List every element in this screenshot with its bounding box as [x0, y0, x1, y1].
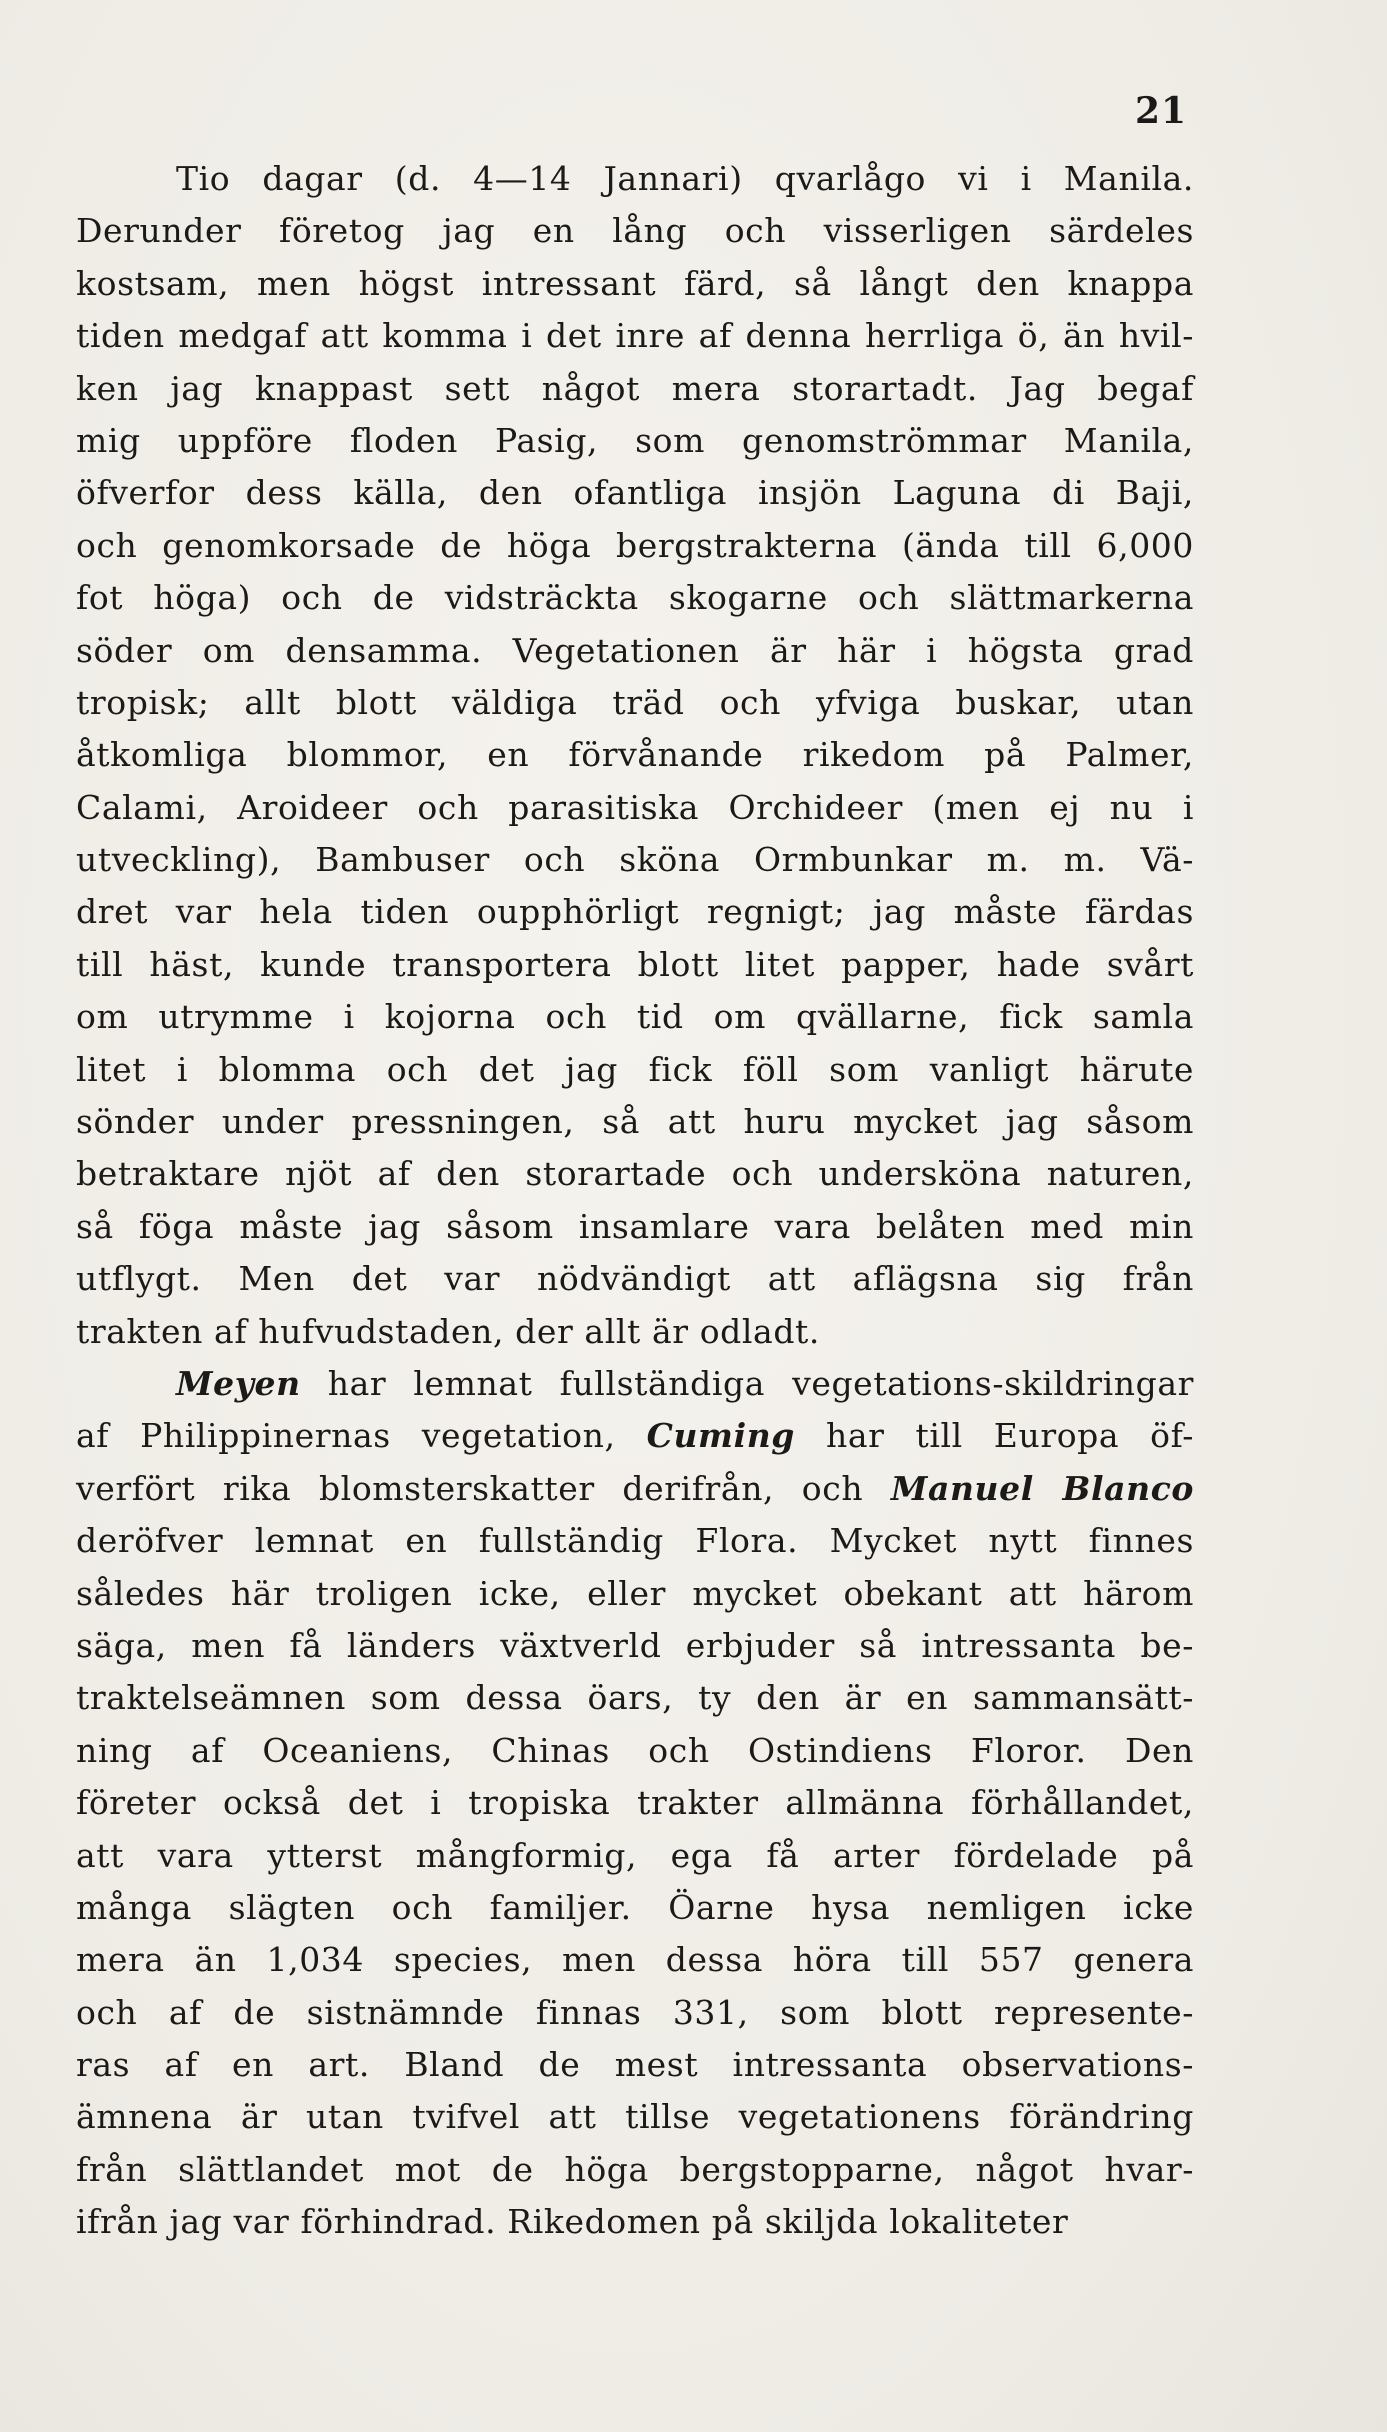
text-line — [76, 205, 1194, 257]
text-segment: öfverfor dess källa, den ofantliga insjön Laguna di Baji, — [76, 473, 1194, 513]
text-line — [76, 991, 1194, 1043]
text-line — [76, 1620, 1194, 1672]
text-segment: tiden medgaf att komma i det inre af denna herrliga ö, än hvil- — [76, 316, 1194, 356]
text-line — [76, 1358, 1194, 1410]
text-segment: om utrymme i kojorna och tid om qvällarne, fick samla — [76, 997, 1194, 1037]
text-line — [76, 1096, 1194, 1148]
text-segment: litet i blomma och det jag fick föll som vanligt härute — [76, 1049, 1194, 1089]
text-line — [76, 467, 1194, 519]
text-segment: tropisk; allt blott väldiga träd och yfviga buskar, utan — [76, 682, 1194, 722]
text-segment: Calami, Aroideer och parasitiska Orchideer (men ej nu i — [76, 787, 1194, 827]
text-line — [76, 2144, 1194, 2196]
text-line — [76, 729, 1194, 781]
text-line — [76, 625, 1194, 677]
text-segment: säga, men få länders växtverld erbjuder så intressanta be- — [76, 1625, 1194, 1665]
text-line — [76, 1830, 1194, 1882]
text-line — [76, 153, 1194, 205]
text-line — [76, 1201, 1194, 1253]
text-segment: har till Europa öf- — [794, 1416, 1194, 1456]
text-segment: sönder under pressningen, så att huru mycket jag såsom — [76, 1102, 1194, 1142]
text-segment: att vara ytterst mångformig, ega få arter fördelade på — [76, 1835, 1194, 1875]
text-line — [76, 1463, 1194, 1515]
text-segment: utveckling), Bambuser och sköna Ormbunkar m. m. Vä- — [76, 840, 1194, 880]
text-segment: kostsam, men högst intressant färd, så långt den knappa — [76, 263, 1194, 303]
text-segment: har lemnat fullständiga vegetations-skildringar — [300, 1363, 1194, 1403]
text-segment: trakten af hufvudstaden, der allt är odladt. — [76, 1311, 821, 1351]
text-line — [76, 939, 1194, 991]
text-segment: ifrån jag var förhindrad. Rikedomen på skiljda lokaliteter — [76, 2202, 1069, 2242]
text-segment: åtkomliga blommor, en förvånande rikedom på Palmer, — [76, 735, 1194, 775]
italic-name: Cuming — [646, 1416, 795, 1456]
text-segment: Tio dagar (d. 4—14 Jannari) qvarlågo vi i Manila. — [176, 159, 1194, 198]
text-segment: således här troligen icke, eller mycket obekant att härom — [76, 1573, 1194, 1613]
text-segment: ras af en art. Bland de mest intressanta observations- — [76, 2045, 1194, 2085]
text-line — [76, 1253, 1194, 1305]
text-segment: företer också det i tropiska trakter allmänna förhållandet, — [76, 1783, 1194, 1823]
text-segment: mig uppföre floden Pasig, som genomströmmar Manila, — [76, 420, 1194, 460]
text-line — [76, 834, 1194, 886]
text-line — [76, 1306, 1194, 1358]
text-line — [76, 258, 1194, 310]
text-line — [76, 886, 1194, 938]
text-segment: dret var hela tiden oupphörligt regnigt; jag måste färdas — [76, 892, 1194, 932]
text-line — [76, 1672, 1194, 1724]
text-line — [76, 415, 1194, 467]
text-segment: Derunder företog jag en lång och visserligen särdeles — [76, 211, 1194, 251]
text-segment: af Philippinernas vegetation, — [76, 1416, 647, 1456]
text-segment: och af de sistnämnde finnas 331, som blott represente- — [76, 1992, 1194, 2032]
text-segment: ken jag knappast sett något mera storartadt. Jag begaf — [76, 368, 1194, 408]
text-line — [76, 1568, 1194, 1620]
text-line — [76, 1987, 1194, 2039]
text-line — [76, 363, 1194, 415]
text-line — [76, 2039, 1194, 2091]
text-line — [76, 1148, 1194, 1200]
text-segment: söder om densamma. Vegetationen är här i högsta grad — [76, 630, 1194, 670]
text-segment: fot höga) och de vidsträckta skogarne och slättmarkerna — [76, 578, 1194, 618]
text-line — [76, 677, 1194, 729]
text-segment: traktelseämnen som dessa öars, ty den är en sammansätt- — [76, 1678, 1194, 1718]
text-line — [76, 1410, 1194, 1462]
text-segment: betraktare njöt af den storartade och undersköna naturen, — [76, 1154, 1194, 1194]
text-line — [76, 572, 1194, 624]
text-line — [76, 520, 1194, 572]
text-segment: och genomkorsade de höga bergstrakterna (ända till 6,000 — [76, 525, 1194, 565]
text-line — [76, 1725, 1194, 1777]
body-text — [76, 153, 1194, 2249]
text-line — [76, 1515, 1194, 1567]
text-segment: så föga måste jag såsom insamlare vara belåten med min — [76, 1206, 1194, 1246]
text-line — [76, 2091, 1194, 2143]
text-segment: till häst, kunde transportera blott litet papper, hade svårt — [76, 944, 1194, 984]
text-line — [76, 2196, 1194, 2248]
text-segment: utflygt. Men det var nödvändigt att aflägsna sig från — [76, 1259, 1194, 1299]
text-line — [76, 1882, 1194, 1934]
text-line — [76, 782, 1194, 834]
text-segment: många slägten och familjer. Öarne hysa nemligen icke — [76, 1887, 1194, 1927]
text-line — [76, 1934, 1194, 1986]
text-segment: ning af Oceaniens, Chinas och Ostindiens Floror. Den — [76, 1730, 1194, 1770]
text-line — [76, 310, 1194, 362]
italic-name: Manuel Blanco — [890, 1468, 1195, 1508]
text-segment: från slättlandet mot de höga bergstopparne, något hvar- — [76, 2149, 1194, 2189]
text-line — [76, 1044, 1194, 1096]
text-line — [76, 1777, 1194, 1829]
page-number: 21 — [1135, 90, 1188, 132]
italic-name: Meyen — [176, 1363, 301, 1403]
text-segment: deröfver lemnat en fullständig Flora. Mycket nytt finnes — [76, 1521, 1194, 1561]
text-segment: verfört rika blomsterskatter derifrån, och — [76, 1468, 891, 1508]
text-segment: mera än 1,034 species, men dessa höra till 557 genera — [76, 1940, 1194, 1980]
text-segment: ämnena är utan tvifvel att tillse vegetationens förändring — [76, 2097, 1194, 2137]
